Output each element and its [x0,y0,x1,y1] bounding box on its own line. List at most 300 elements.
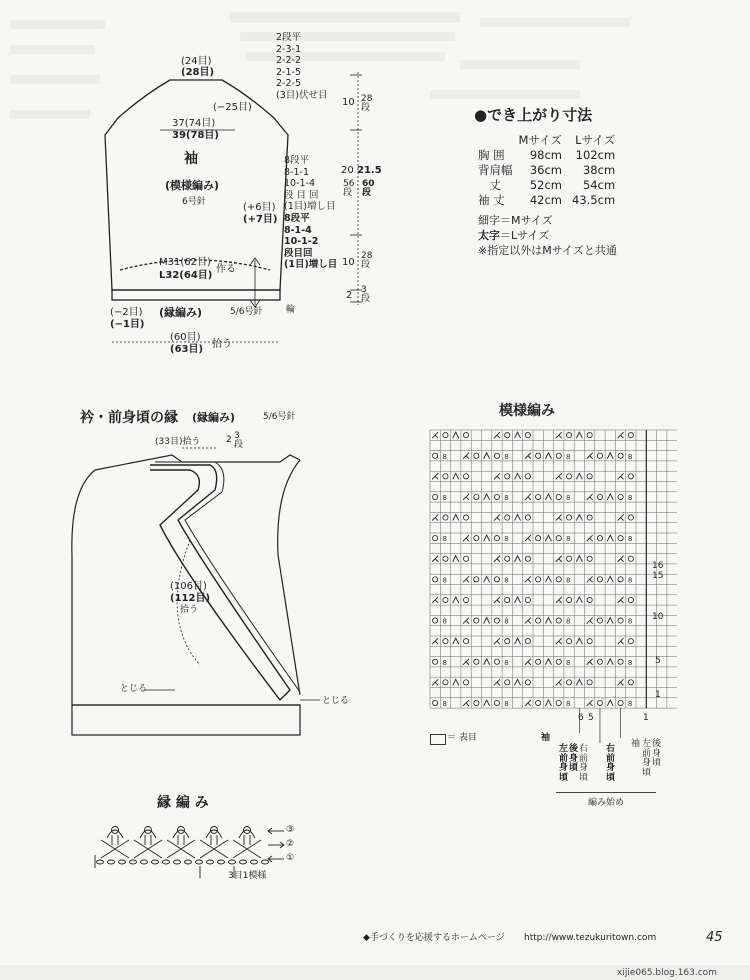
right-decrease-symbol [556,556,562,562]
collar-long-pick: 拾う [180,605,199,615]
yarn-over-symbol [597,494,602,499]
yarn-over-symbol [433,700,438,705]
yarn-over-symbol [566,680,571,685]
twist-symbol: 8 [627,452,633,461]
sleeve-row: 段目回 [284,247,313,259]
decrease-symbol [607,494,613,500]
chain-stitch [262,860,269,864]
decrease-symbol [576,515,582,521]
piece-label: 後身頃 [652,739,662,768]
decrease-symbol [515,679,521,685]
twist-symbol: 8 [442,699,447,708]
right-decrease-symbol [525,535,531,541]
yarn-over-symbol [618,453,623,458]
size-note-l: 太字＝Lサイズ [478,229,550,242]
crossed-stitch [101,840,129,858]
yarn-over-symbol [587,639,592,644]
right-decrease-symbol [587,494,593,500]
decrease-symbol [545,494,551,500]
yarn-over-symbol [597,536,602,541]
right-decrease-symbol [494,473,500,479]
right-decrease-symbol [494,597,500,603]
collar-top-pick: (33目)拾う [155,437,201,447]
chart-col-5: 5 [588,713,594,723]
cap-h-rows: 28段 [361,94,373,113]
yarn-over-symbol [628,474,633,479]
yarn-over-symbol [463,597,468,602]
twist-symbol: 8 [566,576,571,585]
sleeve-width-l: 39(78目) [172,130,219,141]
decrease-symbol [545,576,551,582]
right-decrease-symbol [556,432,562,438]
sleeve-inc-l: (+7目) [243,214,278,225]
sleeve-rows-m [284,155,335,213]
right-decrease-symbol [494,556,500,562]
decrease-symbol [607,659,613,665]
decrease-symbol [484,576,490,582]
twist-symbol: 8 [627,658,633,667]
chain-stitch [207,860,214,864]
decrease-symbol [607,535,613,541]
crossed-stitch [167,840,195,858]
yarn-over-symbol [443,474,448,479]
decrease-symbol [576,432,582,438]
yarn-over-symbol [505,515,510,520]
yarn-over-symbol [587,433,592,438]
piece-label: 後身頃 [569,744,579,773]
right-decrease-symbol [618,473,624,479]
piece-label: 右前身頃 [579,744,589,783]
chain-stitch [174,860,181,864]
edging-row-2: ② [286,839,295,849]
sleeve-row: 8-1-1 [284,166,309,178]
decrease-symbol [453,638,459,644]
yarn-over-symbol [505,639,510,644]
collar-close-left: とじる [120,684,148,694]
yarn-over-symbol [628,597,633,602]
right-decrease-symbol [463,659,469,665]
right-decrease-symbol [494,679,500,685]
right-decrease-symbol [587,659,593,665]
yarn-over-symbol [505,433,510,438]
len-l: 21.5 [357,165,382,176]
chart-row-5: 5 [655,656,661,666]
twist-symbol: 8 [504,699,509,708]
twist-symbol: 8 [566,452,571,461]
twist-symbol: 8 [627,576,633,585]
piece-label: 左前身頃 [559,744,569,783]
decrease-symbol [453,473,459,479]
chart-sleeve-label: 袖 [541,733,551,743]
twist-symbol: 8 [627,617,633,626]
yarn-over-symbol [505,474,510,479]
yarn-over-symbol [433,659,438,664]
lower-h-cm: 10 [342,257,355,268]
len-rows-l: 60段 [362,179,375,198]
decrease-symbol [607,700,613,706]
twist-symbol: 8 [566,699,571,708]
cap-row: 2-2-2 [276,55,301,66]
decrease-symbol [515,638,521,644]
sleeve-cap-rows [276,32,327,101]
yarn-over-symbol [597,618,602,623]
sleeve-row: (1目)増し目 [284,259,338,270]
twist-symbol: 8 [566,617,571,626]
chart-title: 模様編み [499,403,555,419]
right-decrease-symbol [463,618,469,624]
yarn-over-symbol [505,556,510,561]
sleeve-width-m: 37(74目) [172,118,216,129]
yarn-over-symbol [618,577,623,582]
right-decrease-symbol [618,638,624,644]
decrease-symbol [453,597,459,603]
yarn-over-symbol [628,556,633,561]
right-decrease-symbol [463,576,469,582]
edging-row-1: ① [286,853,295,863]
yarn-over-symbol [433,453,438,458]
right-decrease-symbol [618,556,624,562]
yarn-over-symbol [433,536,438,541]
chain-stitch [229,860,236,864]
watermark: xijie065.blog.163.com [617,968,717,978]
decrease-symbol [453,515,459,521]
twist-symbol: 8 [442,617,447,626]
chain-stitch [152,860,159,864]
cap-row: 2段平 [276,32,302,43]
sleeve-ring: 輪 [286,305,296,315]
footer-homepage: ◆手づくりを応援するホームページ [363,933,505,943]
yarn-over-symbol [525,680,530,685]
yarn-over-symbol [474,618,479,623]
right-decrease-symbol [587,618,593,624]
right-decrease-symbol [618,597,624,603]
decrease-symbol [576,556,582,562]
decrease-symbol [453,556,459,562]
twist-symbol: 8 [627,699,633,708]
arch-symbol [107,830,123,838]
twist-symbol: 8 [566,658,571,667]
chain-stitch [141,860,148,864]
yarn-over-symbol [443,597,448,602]
yarn-over-symbol [587,597,592,602]
chart-row-15: 15 [652,571,664,581]
twist-symbol: 8 [504,452,509,461]
decrease-symbol [484,659,490,665]
yarn-over-symbol [463,433,468,438]
twist-symbol: 8 [566,535,571,544]
yarn-over-symbol [525,474,530,479]
edging-row-3: ③ [286,825,295,835]
right-decrease-symbol [587,453,593,459]
start-bracket [556,792,656,793]
chain-stitch [108,860,115,864]
decrease-symbol [515,556,521,562]
yarn-over-symbol [536,700,541,705]
right-decrease-symbol [494,638,500,644]
right-decrease-symbol [525,494,531,500]
sleeve-row: 8段平 [284,155,310,166]
yarn-over-symbol [556,618,561,623]
right-decrease-symbol [494,515,500,521]
right-decrease-symbol [432,597,438,603]
arch-symbol [173,830,189,838]
twist-symbol: 8 [442,576,447,585]
crossed-stitch [134,840,162,858]
lower-h-rows: 28段 [361,251,373,270]
right-decrease-symbol [494,432,500,438]
arch-symbol [140,830,156,838]
collar-close-right: とじる [322,696,350,706]
yarn-over-symbol [525,639,530,644]
decrease-symbol [515,597,521,603]
yarn-over-symbol [556,536,561,541]
edging-title: 縁 編 み [157,795,209,811]
chart-pieces [559,745,631,787]
sleeve-edge-dec-l: (−1目) [110,319,145,330]
decrease-symbol [484,494,490,500]
yarn-over-symbol [628,639,633,644]
legend-blank-symbol [430,734,446,745]
decrease-symbol [545,535,551,541]
chain-stitch [240,860,247,864]
collar-title: 衿・前身頃の縁 [80,410,178,426]
crossed-stitch [200,840,228,858]
chart-col-1: 1 [643,713,649,723]
decrease-symbol [484,453,490,459]
chart-start-pointers [579,708,620,743]
yarn-over-symbol [536,453,541,458]
yarn-over-symbol [474,536,479,541]
decrease-symbol [607,576,613,582]
right-decrease-symbol [525,453,531,459]
yarn-over-symbol [505,597,510,602]
legend-text: ＝ 表目 [447,733,477,743]
yarn-over-symbol [618,659,623,664]
right-decrease-symbol [556,597,562,603]
decrease-symbol [453,679,459,685]
twist-symbol: 8 [504,493,509,502]
yarn-over-symbol [463,556,468,561]
right-decrease-symbol [432,473,438,479]
yarn-over-symbol [463,639,468,644]
yarn-over-symbol [494,494,499,499]
decrease-symbol [484,618,490,624]
arch-symbol [206,830,222,838]
right-decrease-symbol [525,618,531,624]
edge-h-cm: 2 [346,290,353,301]
twist-symbol: 8 [504,535,509,544]
yarn-over-symbol [566,515,571,520]
pattern-chart [430,430,677,743]
sleeve-dec: (−25目) [213,102,252,113]
yarn-over-symbol [474,700,479,705]
right-decrease-symbol [556,679,562,685]
sleeve-row: 8段平 [284,213,310,224]
sizes-title: ●でき上がり寸法 [474,106,593,124]
yarn-over-symbol [463,515,468,520]
footer-url[interactable]: http://www.tezukuritown.com [524,933,657,943]
right-decrease-symbol [587,535,593,541]
yarn-over-symbol [597,577,602,582]
yarn-over-symbol [525,433,530,438]
yarn-over-symbol [433,618,438,623]
sizes-row: 袖 丈 42cm 43.5cm [478,193,616,207]
crossed-stitch [233,840,261,858]
len-rows-m: 56段 [343,179,355,198]
yarn-over-symbol [494,453,499,458]
yarn-over-symbol [566,556,571,561]
yarn-over-symbol [628,515,633,520]
right-decrease-symbol [432,432,438,438]
decrease-symbol [515,432,521,438]
yarn-over-symbol [433,577,438,582]
sleeve-title: 袖 [184,151,198,167]
collar-pattern: (縁編み) [192,411,236,424]
yarn-over-symbol [556,453,561,458]
yarn-over-symbol [618,618,623,623]
sizes-row: 背肩幅 36cm 38cm [478,163,616,177]
decrease-symbol [545,700,551,706]
yarn-over-symbol [443,556,448,561]
yarn-over-symbol [597,700,602,705]
right-decrease-symbol [525,700,531,706]
yarn-over-symbol [556,494,561,499]
decrease-symbol [484,700,490,706]
yarn-over-symbol [433,494,438,499]
yarn-over-symbol [474,453,479,458]
chart-row-1: 1 [655,690,661,700]
yarn-over-symbol [566,433,571,438]
right-decrease-symbol [432,515,438,521]
cap-row: 2-2-5 [276,78,301,89]
chart-row-10: 10 [652,612,664,622]
twist-symbol: 8 [566,493,571,502]
right-decrease-symbol [556,515,562,521]
page-number: 45 [706,930,723,945]
yarn-over-symbol [628,433,633,438]
right-decrease-symbol [618,432,624,438]
collar-dimensions [145,448,320,700]
yarn-over-symbol [587,474,592,479]
sleeve-bottom-m: M31(62目) [159,257,211,268]
sleeve-edge-pattern: (縁編み) [159,306,203,319]
cap-row: (3目)伏せ目 [276,89,328,101]
chain-stitch [130,860,137,864]
yarn-over-symbol [536,618,541,623]
yarn-over-symbol [597,453,602,458]
sleeve-row: 10-1-4 [284,178,316,189]
yarn-over-symbol [566,474,571,479]
yarn-over-symbol [536,659,541,664]
right-decrease-symbol [587,576,593,582]
collar-needle: 5/6号針 [263,412,296,422]
yarn-over-symbol [494,700,499,705]
sleeve-pick-l: (63目) [170,344,204,355]
size-note-common: ※指定以外はMサイズと共通 [478,244,617,257]
decrease-symbol [545,453,551,459]
yarn-over-symbol [618,536,623,541]
decrease-symbol [515,473,521,479]
decrease-symbol [545,659,551,665]
yarn-over-symbol [474,494,479,499]
yarn-over-symbol [566,597,571,602]
chain-stitch [185,860,192,864]
right-decrease-symbol [618,515,624,521]
sizes-header-row: Mサイズ Lサイズ [518,133,616,147]
right-decrease-symbol [463,700,469,706]
decrease-symbol [576,597,582,603]
right-decrease-symbol [463,535,469,541]
twist-symbol: 8 [504,576,509,585]
chart-row-16: 16 [652,561,664,571]
sleeve-row: 段 目 回 [284,189,319,201]
chain-stitch [97,860,104,864]
chain-stitch [196,860,203,864]
yarn-over-symbol [443,515,448,520]
yarn-over-symbol [536,536,541,541]
sleeve-edge-dec-m: (−2目) [110,307,143,318]
yarn-over-symbol [474,659,479,664]
yarn-over-symbol [494,536,499,541]
size-note-m: 細字＝Mサイズ [478,214,553,227]
yarn-over-symbol [474,577,479,582]
sleeve-top-m: (24目) [181,56,212,67]
twist-symbol: 8 [504,658,509,667]
sleeve-needle: 6号針 [182,197,206,207]
yarn-over-symbol [525,597,530,602]
yarn-over-symbol [628,680,633,685]
cap-h-cm: 10 [342,97,355,108]
twist-symbol: 8 [627,493,633,502]
decrease-symbol [607,618,613,624]
sizes-row: 丈 52cm 54cm [489,178,616,192]
yarn-over-symbol [536,494,541,499]
yarn-over-symbol [463,680,468,685]
sleeve-pattern: (模様編み) [165,179,220,192]
right-decrease-symbol [432,638,438,644]
sleeve-rows-l [284,213,337,271]
right-decrease-symbol [618,679,624,685]
yarn-over-symbol [505,680,510,685]
yarn-over-symbol [587,556,592,561]
sleeve-make: 作る [216,264,236,275]
right-decrease-symbol [432,556,438,562]
yarn-over-symbol [618,494,623,499]
edge-h-rows: 3段 [361,285,371,304]
decrease-symbol [576,638,582,644]
cap-row: 2-1-5 [276,66,301,78]
piece-label: 袖 [631,739,641,749]
right-decrease-symbol [556,473,562,479]
twist-symbol: 8 [627,535,633,544]
right-decrease-symbol [587,700,593,706]
sleeve-top-l: (28目) [181,67,215,78]
twist-symbol: 8 [504,617,509,626]
yarn-over-symbol [556,659,561,664]
yarn-over-symbol [494,618,499,623]
yarn-over-symbol [525,515,530,520]
sleeve-edge-needle: 5/6号針 [230,307,263,317]
collar-long-l: (112目) [170,593,211,604]
yarn-over-symbol [525,556,530,561]
decrease-symbol [515,515,521,521]
sizes-row: 胸 囲 98cm 102cm [478,148,616,162]
sleeve-bottom-l: L32(64目) [159,270,213,281]
twist-symbol: 8 [442,535,447,544]
decrease-symbol [607,453,613,459]
decrease-symbol [545,618,551,624]
sleeve-pick: 拾う [212,339,232,350]
